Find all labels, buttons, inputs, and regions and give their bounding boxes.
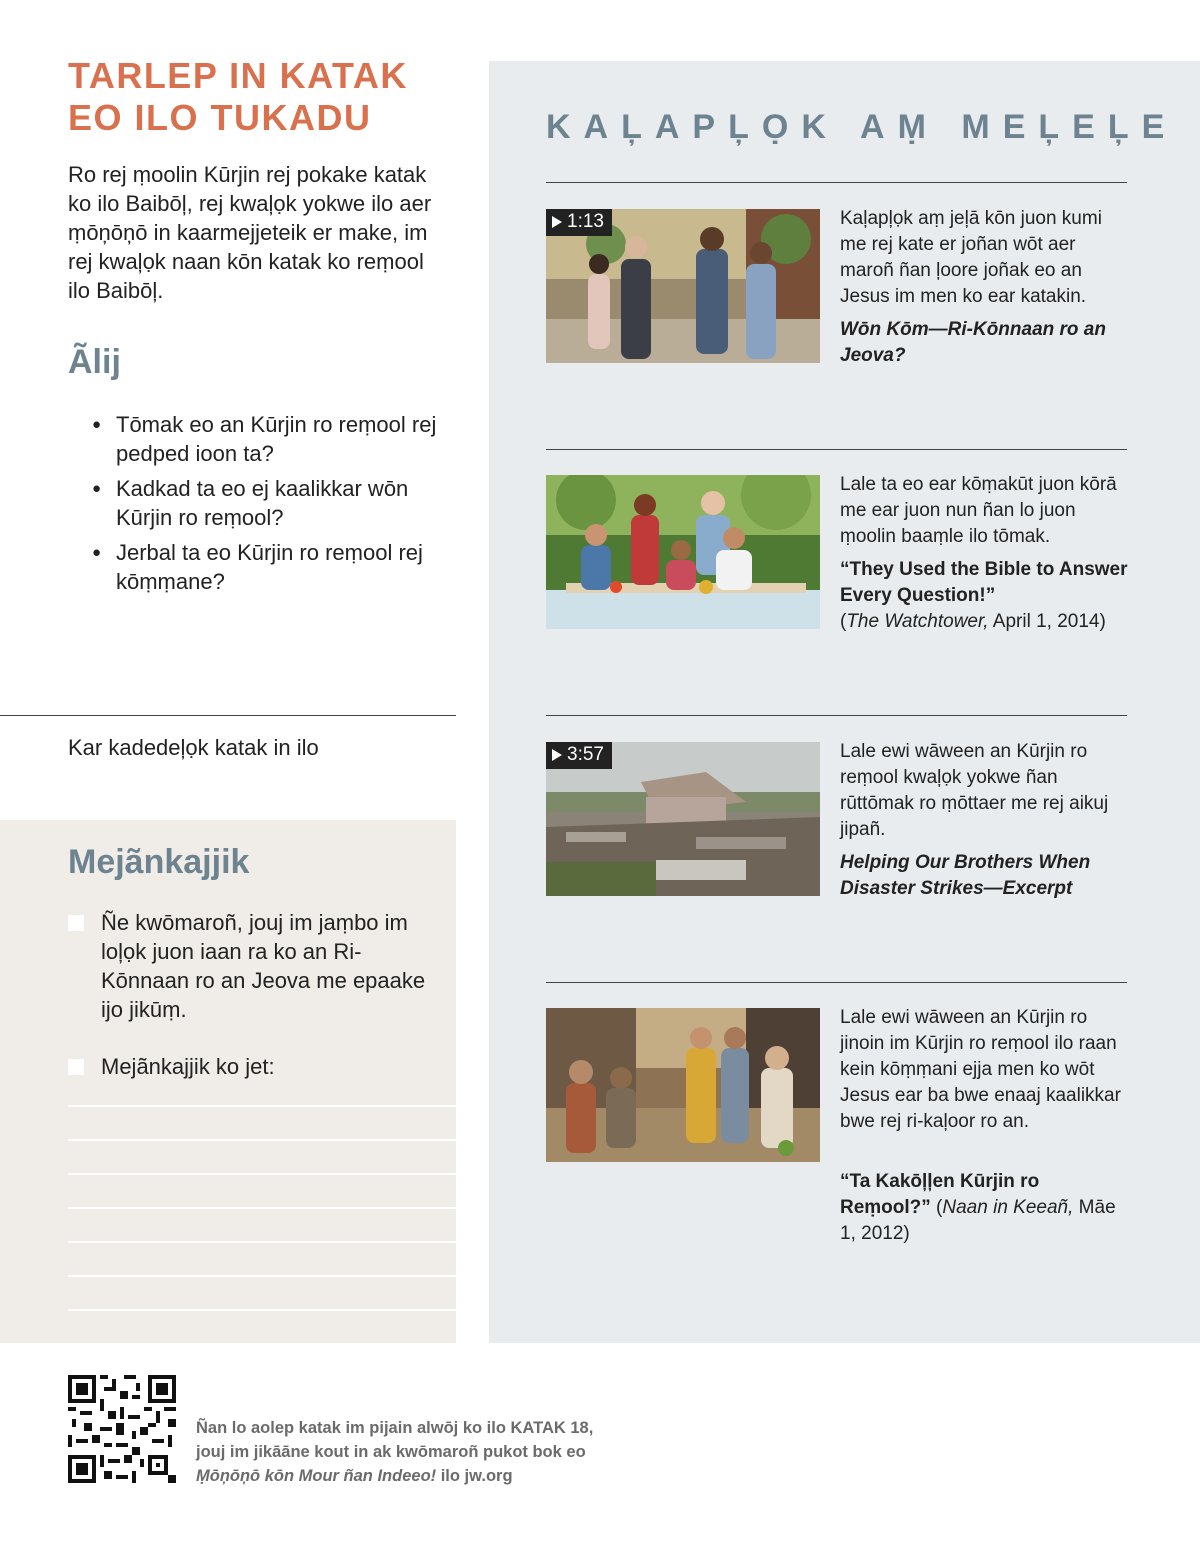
writing-line[interactable] — [68, 1207, 456, 1209]
divider — [0, 715, 456, 716]
reference-title[interactable]: “They Used the Bible to Answer Every Question!” — [840, 559, 1128, 606]
article-thumbnail[interactable] — [546, 1008, 820, 1162]
footer-book-title[interactable]: Ṃōņōņō kōn Mour ñan Indeeo! — [196, 1467, 437, 1485]
writing-line[interactable] — [68, 1139, 456, 1141]
item-description: Lale ta eo ear kōṃakūt juon kōrā me ear juon nun ñan lo juon ṃoolin baaṃle ilo tōmak. — [840, 474, 1117, 547]
writing-line[interactable] — [68, 1241, 456, 1243]
item-description: Lale ewi wāween an Kūrjin ro jinoin im Kūrjin ro reṃool ilo raan kein kōṃṃani ejja men ko wōt Jesus ear ba bwe enaaj kaalikkar bwe rej ri-kaļoor ro an. — [840, 1007, 1121, 1132]
goal-item — [68, 908, 438, 1024]
lesson-review-title — [68, 55, 468, 139]
review-heading: Ãlij — [68, 343, 121, 381]
video-duration: 3:57 — [567, 744, 604, 765]
item-reference — [840, 850, 1130, 902]
footer-line-3-suffix: ilo jw.org — [436, 1467, 513, 1485]
item-divider — [546, 449, 1127, 450]
review-question: ● Tōmak eo an Kūrjin ro reṃool rej pedped ioon ta? — [92, 410, 462, 468]
reference-source: Naan in Keeañ, — [942, 1197, 1074, 1218]
video-duration-badge — [546, 742, 612, 769]
goal-checkbox[interactable] — [68, 1059, 84, 1075]
writing-line[interactable] — [68, 1173, 456, 1175]
video-duration-badge — [546, 209, 612, 236]
learn-more-heading: KAĻAPĻỌK AṂ MEĻEĻE — [546, 108, 1178, 146]
play-icon — [552, 749, 562, 761]
recorded-label: Kar kadedeļọk katak in ilo — [68, 735, 319, 760]
item-reference — [840, 317, 1130, 369]
reference-source: The Watchtower, — [846, 611, 989, 632]
reference-title[interactable]: Wōn Kōm—Ri-Kōnnaan ro an Jeova? — [840, 319, 1106, 366]
play-icon — [552, 216, 562, 228]
goals-list — [68, 908, 438, 1109]
writing-line[interactable] — [68, 1275, 456, 1277]
goal-text: Mejãnkajjik ko jet: — [101, 1054, 275, 1079]
reference-date: April 1, 2014) — [992, 611, 1106, 632]
goal-item — [68, 1052, 438, 1081]
reference-title[interactable]: “Ta Kakōļļen Kūrjin ro Reṃool?” — [840, 1171, 1040, 1218]
writing-line[interactable] — [68, 1105, 456, 1107]
family-meal-image — [546, 475, 820, 629]
goal-text: Ñe kwōmaroñ, jouj im jaṃbo im loļọk juon iaan ra ko an Ri-Kōnnaan ro an Jeova me epaake ijo jikūṃ. — [101, 910, 426, 1022]
review-questions — [92, 410, 462, 602]
intro-paragraph: Ro rej ṃoolin Kūrjin rej pokake katak ko ilo Baibōļ, rej kwaļọk yokwe ilo aer ṃōņōņō in kaarmejjeteik er make, im rej kwaļọk naan kōn katak ko reṃool ilo Baibōļ. — [68, 162, 432, 303]
review-question: ● Kadkad ta eo ej kaalikkar wōn Kūrjin ro reṃool? — [92, 474, 462, 532]
footer-note — [196, 1416, 636, 1488]
item-divider — [546, 715, 1127, 716]
item-divider — [546, 182, 1127, 183]
writing-line[interactable] — [68, 1309, 456, 1311]
review-question: ● Jerbal ta eo Kūrjin ro reṃool rej kōṃṃane? — [92, 538, 462, 596]
goals-heading: Mejãnkajjik — [68, 843, 250, 881]
item-reference: “Ta Kakōļļen Kūrjin ro Reṃool?” (Naan in Keeañ, Māe 1, 2012) — [840, 1171, 1116, 1244]
item-description: Lale ewi wāween an Kūrjin ro reṃool kwaļọk yokwe ñan rūttōmak ro ṃōttaer me rej aikuj jipañ. — [840, 741, 1109, 840]
footer-line-1: Ñan lo aolep katak im pijain alwōj ko ilo KATAK 18, — [196, 1419, 594, 1437]
item-reference: “They Used the Bible to Answer Every Question!” (The Watchtower, April 1, 2014) — [840, 559, 1128, 632]
article-thumbnail[interactable] — [546, 475, 820, 629]
video-thumbnail[interactable] — [546, 742, 820, 896]
video-thumbnail[interactable] — [546, 209, 820, 363]
qr-code[interactable] — [68, 1375, 176, 1483]
goal-checkbox[interactable] — [68, 915, 84, 931]
item-description: Kaļapļọk aṃ jeļā kōn juon kumi me rej kate er joñan wōt aer maroñ ñan ļoore joñak eo an Jesus im men ko ear katakin. — [840, 208, 1102, 307]
video-duration: 1:13 — [567, 211, 604, 232]
reference-date: Māe 1, 2012) — [840, 1197, 1116, 1244]
title-line-2: EO ILO TUKADU — [68, 97, 372, 138]
footer-line-2: jouj im jikāāne kout in ak kwōmaroñ pukot bok eo — [196, 1443, 586, 1461]
bible-era-street-image — [546, 1008, 820, 1162]
item-divider — [546, 982, 1127, 983]
reference-title[interactable]: Helping Our Brothers When Disaster Strikes—Excerpt — [840, 852, 1091, 899]
title-line-1: TARLEP IN KATAK — [68, 55, 408, 96]
